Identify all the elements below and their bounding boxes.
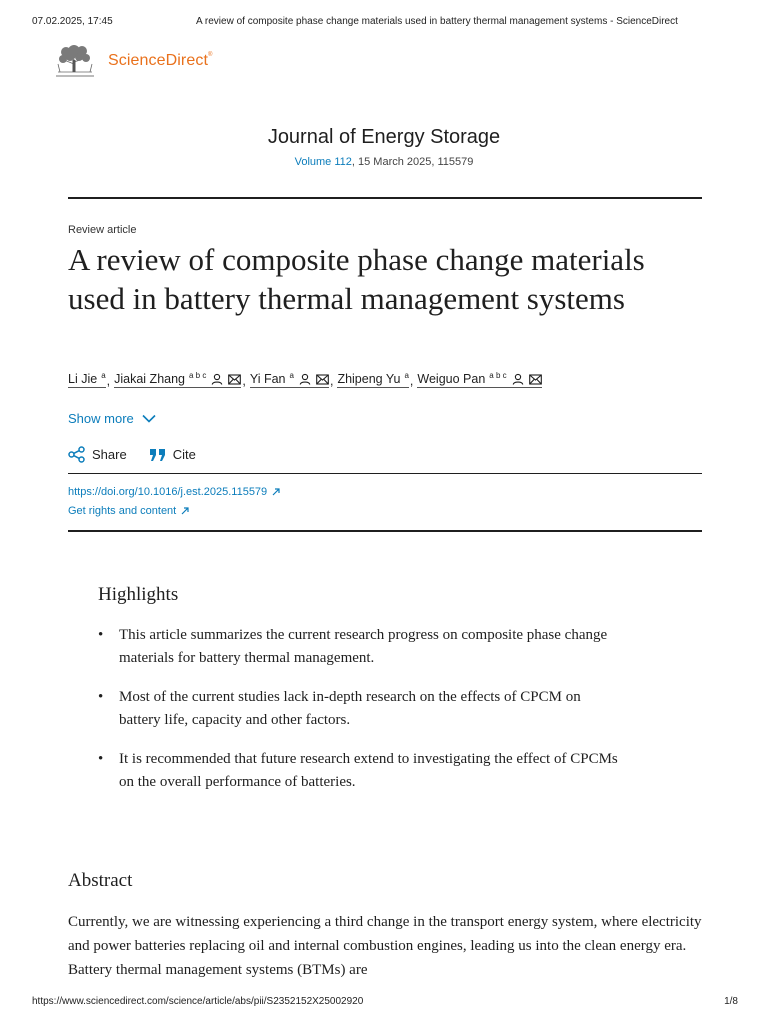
rights-text: Get rights and content [68, 505, 177, 517]
author-li-jie[interactable] [68, 372, 106, 388]
doi-text: https://doi.org/10.1016/j.est.2025.115579 [68, 486, 268, 498]
issue-line [0, 156, 768, 168]
share-label: Share [92, 447, 127, 462]
highlights-list [98, 624, 618, 810]
print-url: https://www.sciencedirect.com/science/article/abs/pii/S2352152X25002920 [32, 996, 364, 1007]
email-icon [529, 374, 542, 385]
email-icon [316, 374, 329, 385]
external-link-icon [272, 488, 280, 496]
author-name: Li Jie [68, 372, 98, 386]
abstract-heading: Abstract [68, 870, 133, 891]
author-weiguo-pan[interactable] [417, 372, 541, 388]
show-more-label: Show more [68, 411, 134, 426]
highlight-text: This article summarizes the current research progress on composite phase change materials for battery thermal management. [119, 627, 608, 666]
actions-divider [68, 473, 702, 474]
chevron-down-icon [142, 414, 156, 423]
abstract-text: Currently, we are witnessing experiencing a third change in the transport energy system, where electricity and power batteries replacing oil and internal combustion engines, leading us into the clean energy era. Battery thermal management systems (BTMs) are [68, 914, 702, 978]
quote-icon [149, 448, 166, 462]
cite-button[interactable] [149, 447, 196, 462]
brand-name: ScienceDirect® [108, 52, 213, 69]
person-icon [299, 373, 311, 385]
cite-label: Cite [172, 447, 196, 462]
email-icon [228, 374, 241, 385]
list-item: • Most of the current studies lack in-depth research on the effects of CPCM on battery life, capacity and other factors. [98, 689, 581, 728]
registered-mark: ® [208, 52, 213, 58]
sciencedirect-logo[interactable] [52, 42, 213, 80]
issue-details: , 15 March 2025, 115579 [351, 156, 474, 168]
author-name: Weiguo Pan [417, 372, 486, 386]
volume-link[interactable]: Volume 112 [294, 156, 352, 168]
author-list: Li Jie $^a$ , Jiakai Zhang $^{a b c}$ , Yi Fan $^a$ , Zhipeng Yu $^a$ , Weiguo Pan $^{a b c}$ [68, 372, 542, 388]
author-affiliation: a [101, 370, 106, 380]
author-affiliation: a b c [489, 370, 507, 380]
article-actions [68, 446, 218, 463]
list-item: • It is recommended that future research extend to investigating the effect of CPCMs on the overall performance of batteries. [98, 751, 618, 790]
page-number: 1/8 [724, 996, 738, 1007]
author-name: Yi Fan [249, 372, 286, 386]
article-type: Review article [68, 224, 137, 236]
share-button[interactable] [68, 446, 127, 463]
highlight-text: It is recommended that future research extend to investigating the effect of CPCMs on the overall performance of batteries. [119, 751, 618, 790]
author-yi-fan[interactable] [250, 372, 329, 388]
author-zhipeng-yu[interactable] [337, 372, 408, 388]
doi-link[interactable] [68, 486, 280, 498]
highlight-text: Most of the current studies lack in-depth research on the effects of CPCM on battery life, capacity and other factors. [119, 689, 581, 728]
elsevier-tree-icon [52, 42, 98, 80]
share-icon [68, 446, 85, 463]
author-affiliation: a [404, 370, 409, 380]
person-icon [512, 373, 524, 385]
links-divider [68, 530, 702, 532]
highlights-heading: Highlights [98, 584, 179, 605]
author-affiliation: a b c [189, 370, 207, 380]
author-jiakai-zhang[interactable] [114, 372, 241, 388]
author-name: Jiakai Zhang [114, 372, 185, 386]
get-rights-link[interactable] [68, 505, 189, 517]
show-more-button[interactable] [68, 411, 156, 426]
print-timestamp: 07.02.2025, 17:45 [32, 16, 113, 27]
print-page-title: A review of composite phase change materials used in battery thermal management systems - ScienceDirect [196, 16, 678, 27]
journal-title[interactable]: Journal of Energy Storage [267, 126, 501, 148]
external-link-icon [181, 507, 189, 515]
list-item: • This article summarizes the current research progress on composite phase change materials for battery thermal management. [98, 627, 608, 666]
header-divider [68, 197, 702, 199]
person-icon [211, 373, 223, 385]
author-affiliation: a [289, 370, 294, 380]
author-name: Zhipeng Yu [337, 372, 401, 386]
article-title: A review of composite phase change materials used in battery thermal management systems [68, 242, 645, 316]
